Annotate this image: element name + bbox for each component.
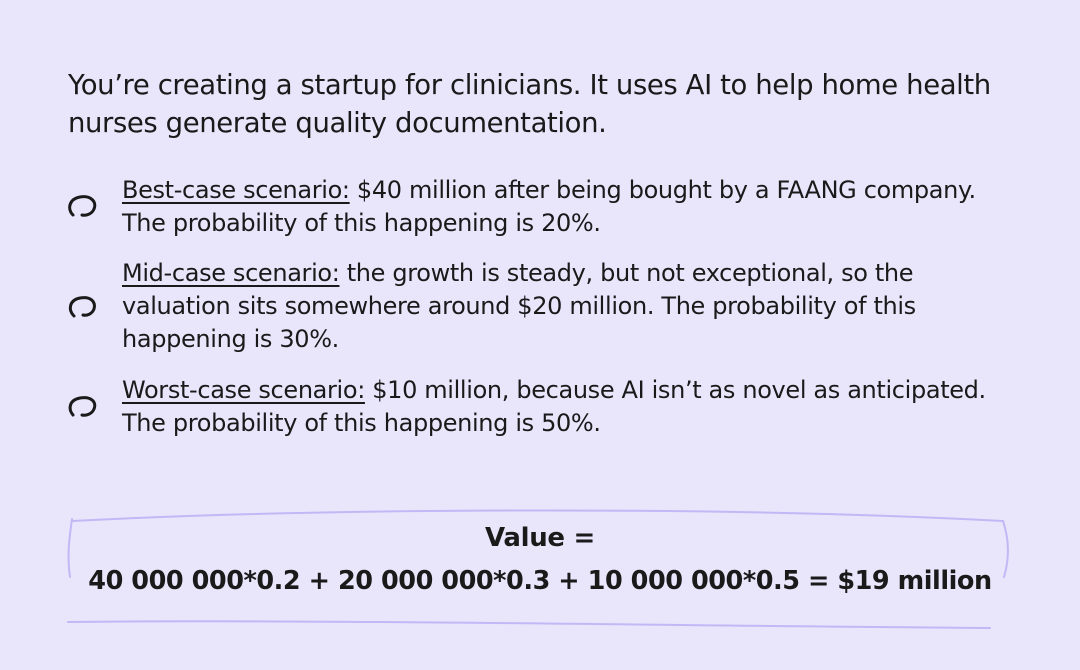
value-label: Value = bbox=[484, 523, 596, 553]
scenario-list bbox=[62, 174, 1022, 440]
scenario-text bbox=[122, 257, 1002, 356]
hand-drawn-bullet-icon bbox=[62, 190, 102, 224]
intro-paragraph: You’re creating a startup for clinicians. It uses AI to help home health nurses generate quality documentation. bbox=[68, 69, 991, 139]
scenario-item-worst-case bbox=[62, 374, 1022, 440]
scenario-label: Mid-case scenario: bbox=[122, 259, 340, 287]
scenario-text bbox=[122, 374, 1002, 440]
value-formula: 40 000 000*0.2 + 20 000 000*0.3 + 10 000 000*0.5 = $19 million bbox=[88, 566, 992, 596]
scenario-description: $10 million, because AI isn’t as novel as anticipated. The probability of this happening is 50%. bbox=[122, 376, 986, 437]
hand-drawn-bullet-icon bbox=[62, 390, 102, 424]
scenario-description: the growth is steady, but not exceptional, so the valuation sits somewhere around $20 million. The probability of this happening is 30%. bbox=[122, 259, 916, 353]
scenario-label: Best-case scenario: bbox=[122, 176, 350, 204]
hand-drawn-bullet-icon bbox=[62, 290, 102, 324]
scenario-label: Worst-case scenario: bbox=[122, 376, 365, 404]
scenario-text bbox=[122, 174, 1002, 240]
scenario-item-best-case bbox=[62, 174, 1022, 240]
scenario-description: $40 million after being bought by a FAANG company. The probability of this happening is 20%. bbox=[122, 176, 976, 237]
scenario-item-mid-case bbox=[62, 257, 1022, 356]
